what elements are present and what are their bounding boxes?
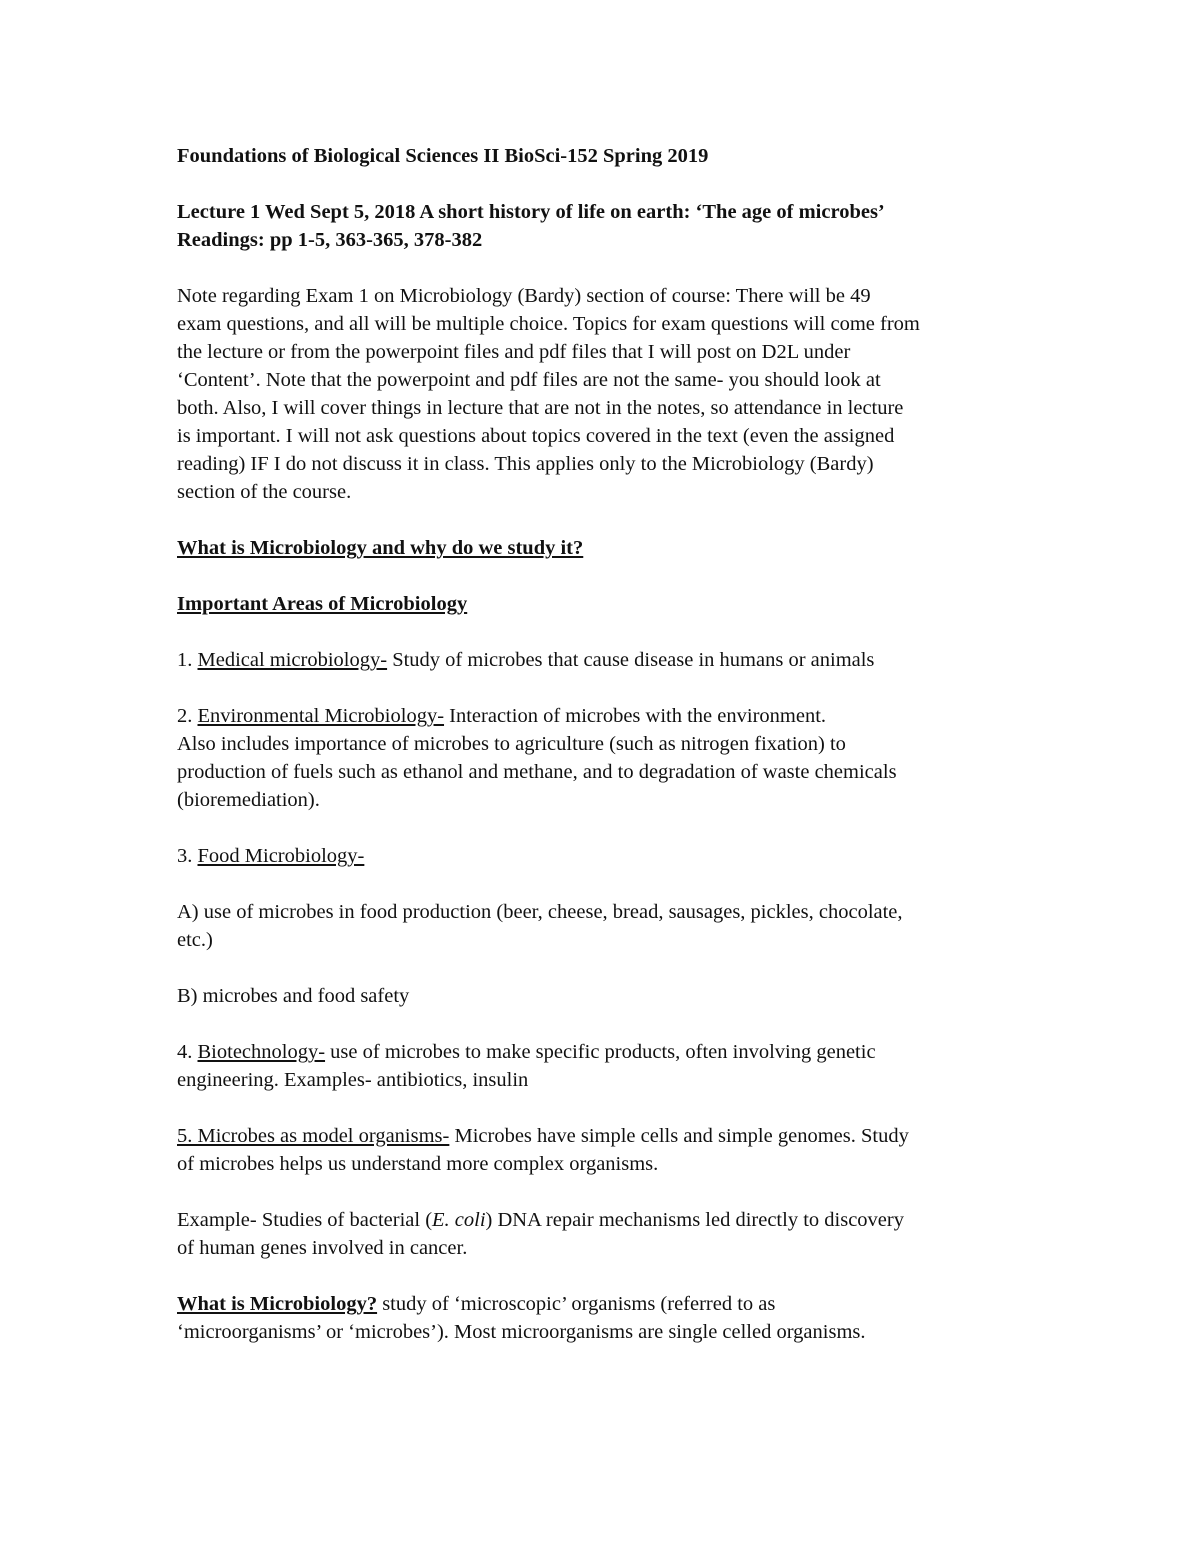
area-environmental-line: (bioremediation). (177, 789, 320, 811)
note-line: ‘Content’. Note that the powerpoint and pdf files are not the same- you should look at (177, 369, 881, 391)
note-line: section of the course. (177, 481, 352, 503)
area-environmental-line: Also includes importance of microbes to agriculture (such as nitrogen fixation) to (177, 733, 846, 755)
heading-important-areas: Important Areas of Microbiology (177, 593, 468, 615)
area-food-b: B) microbes and food safety (177, 985, 410, 1007)
area-environmental: 2. Environmental Microbiology- Interaction of microbes with the environment. (177, 705, 827, 727)
document-page (177, 142, 1037, 1346)
area-biotech-cont: engineering. Examples- antibiotics, insulin (177, 1069, 529, 1091)
area-food-a-cont: etc.) (177, 929, 213, 951)
area-model-organisms: 5. Microbes as model organisms- Microbes have simple cells and simple genomes. Study (177, 1125, 909, 1147)
note-line: is important. I will not ask questions about topics covered in the text (even the assigned (177, 425, 895, 447)
definition-heading: What is Microbiology? (177, 1293, 378, 1315)
area-environmental-title: Environmental Microbiology- (197, 705, 445, 727)
definition-line-cont: ‘microorganisms’ or ‘microbes’). Most microorganisms are single celled organisms. (177, 1321, 866, 1343)
area-model-organisms-cont: of microbes helps us understand more complex organisms. (177, 1153, 659, 1175)
area-biotech: 4. Biotechnology- use of microbes to make specific products, often involving genetic (177, 1041, 876, 1063)
example-line: Example- Studies of bacterial (E. coli) DNA repair mechanisms led directly to discovery (177, 1209, 904, 1231)
note-line: both. Also, I will cover things in lecture that are not in the notes, so attendance in lecture (177, 397, 904, 419)
lecture-line: Lecture 1 Wed Sept 5, 2018 A short history of life on earth: ‘The age of microbes’ (177, 201, 885, 223)
area-medical-title: Medical microbiology- (197, 649, 388, 671)
note-line: reading) IF I do not discuss it in class. This applies only to the Microbiology (Bardy) (177, 453, 874, 475)
readings-line: Readings: pp 1-5, 363-365, 378-382 (177, 229, 483, 251)
area-environmental-line: production of fuels such as ethanol and methane, and to degradation of waste chemicals (177, 761, 897, 783)
area-food: 3. Food Microbiology- (177, 845, 365, 867)
example-line-cont: of human genes involved in cancer. (177, 1237, 468, 1259)
definition-line: What is Microbiology? study of ‘microscopic’ organisms (referred to as (177, 1293, 776, 1315)
note-line: Note regarding Exam 1 on Microbiology (Bardy) section of course: There will be 49 (177, 285, 871, 307)
note-line: the lecture or from the powerpoint files and pdf files that I will post on D2L under (177, 341, 851, 363)
area-biotech-title: Biotechnology- (197, 1041, 326, 1063)
area-food-title: Food Microbiology- (197, 845, 365, 867)
course-title: Foundations of Biological Sciences II BioSci-152 Spring 2019 (177, 145, 709, 167)
area-medical: 1. Medical microbiology- Study of microbes that cause disease in humans or animals (177, 649, 875, 671)
area-food-a: A) use of microbes in food production (beer, cheese, bread, sausages, pickles, chocolate, (177, 901, 903, 923)
note-line: exam questions, and all will be multiple choice. Topics for exam questions will come from (177, 313, 920, 335)
area-model-organisms-title: 5. Microbes as model organisms- (177, 1125, 450, 1147)
heading-what-why: What is Microbiology and why do we study it? (177, 537, 584, 559)
